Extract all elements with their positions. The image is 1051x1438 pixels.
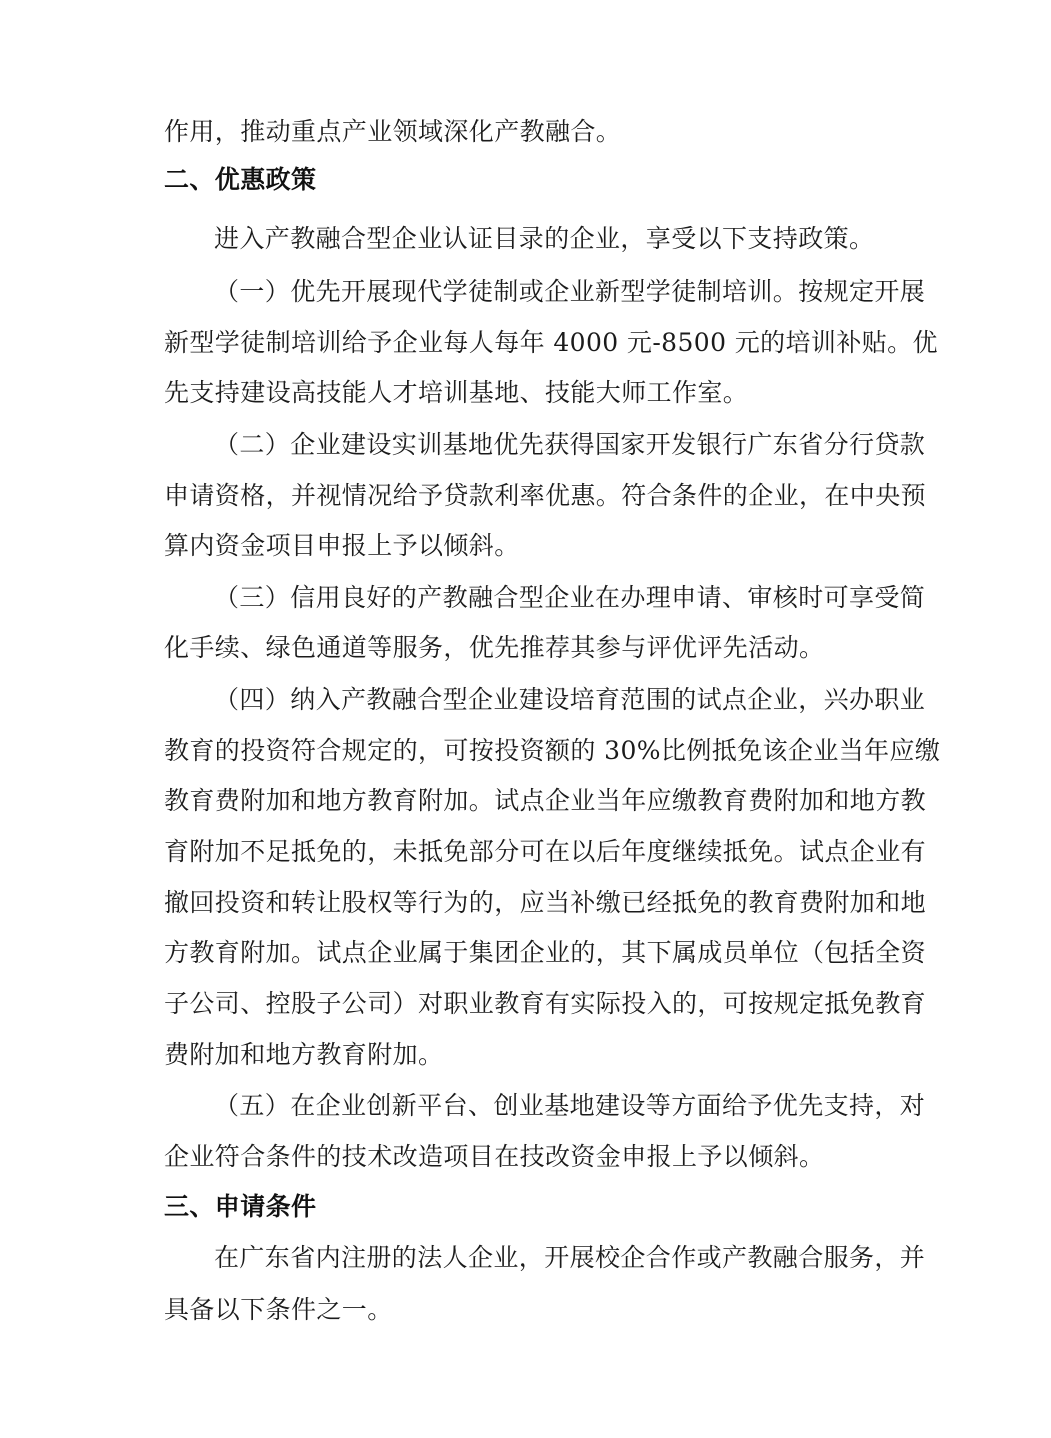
paragraph-line: 具备以下条件之一。	[164, 1295, 393, 1324]
section-heading-preferential-policies: 二、优惠政策	[164, 165, 317, 194]
paragraph-line: 子公司、控股子公司）对职业教育有实际投入的，可按规定抵免教育	[164, 989, 927, 1018]
paragraph-line: 在广东省内注册的法人企业，开展校企合作或产教融合服务，并	[214, 1243, 926, 1272]
paragraph-line: （三）信用良好的产教融合型企业在办理申请、审核时可享受简	[214, 583, 926, 612]
paragraph-line: 育附加不足抵免的，未抵免部分可在以后年度继续抵免。试点企业有	[164, 837, 927, 866]
paragraph-line: 费附加和地方教育附加。	[164, 1040, 444, 1069]
paragraph-line: 算内资金项目申报上予以倾斜。	[164, 531, 520, 560]
paragraph-line: 先支持建设高技能人才培训基地、技能大师工作室。	[164, 378, 749, 407]
paragraph-line: 作用，推动重点产业领域深化产教融合。	[164, 117, 622, 146]
paragraph-line: （四）纳入产教融合型企业建设培育范围的试点企业，兴办职业	[214, 685, 926, 714]
paragraph-line: 撤回投资和转让股权等行为的，应当补缴已经抵免的教育费附加和地	[164, 888, 927, 917]
paragraph-line: 教育费附加和地方教育附加。试点企业当年应缴教育费附加和地方教	[164, 786, 927, 815]
paragraph-line: 化手续、绿色通道等服务，优先推荐其参与评优评先活动。	[164, 633, 825, 662]
paragraph-line: 进入产教融合型企业认证目录的企业，享受以下支持政策。	[214, 224, 875, 253]
paragraph-line: 方教育附加。试点企业属于集团企业的，其下属成员单位（包括全资	[164, 938, 927, 967]
section-heading-application-conditions: 三、申请条件	[164, 1192, 317, 1221]
paragraph-line: （五）在企业创新平台、创业基地建设等方面给予优先支持，对	[214, 1091, 926, 1120]
paragraph-line: 教育的投资符合规定的，可按投资额的 30%比例抵免该企业当年应缴	[164, 736, 941, 765]
paragraph-line: （一）优先开展现代学徒制或企业新型学徒制培训。按规定开展	[214, 277, 926, 306]
paragraph-line: 新型学徒制培训给予企业每人每年 4000 元-8500 元的培训补贴。优	[164, 328, 938, 357]
paragraph-line: 企业符合条件的技术改造项目在技改资金申报上予以倾斜。	[164, 1142, 825, 1171]
paragraph-line: （二）企业建设实训基地优先获得国家开发银行广东省分行贷款	[214, 430, 926, 459]
paragraph-line: 申请资格，并视情况给予贷款利率优惠。符合条件的企业，在中央预	[164, 481, 927, 510]
